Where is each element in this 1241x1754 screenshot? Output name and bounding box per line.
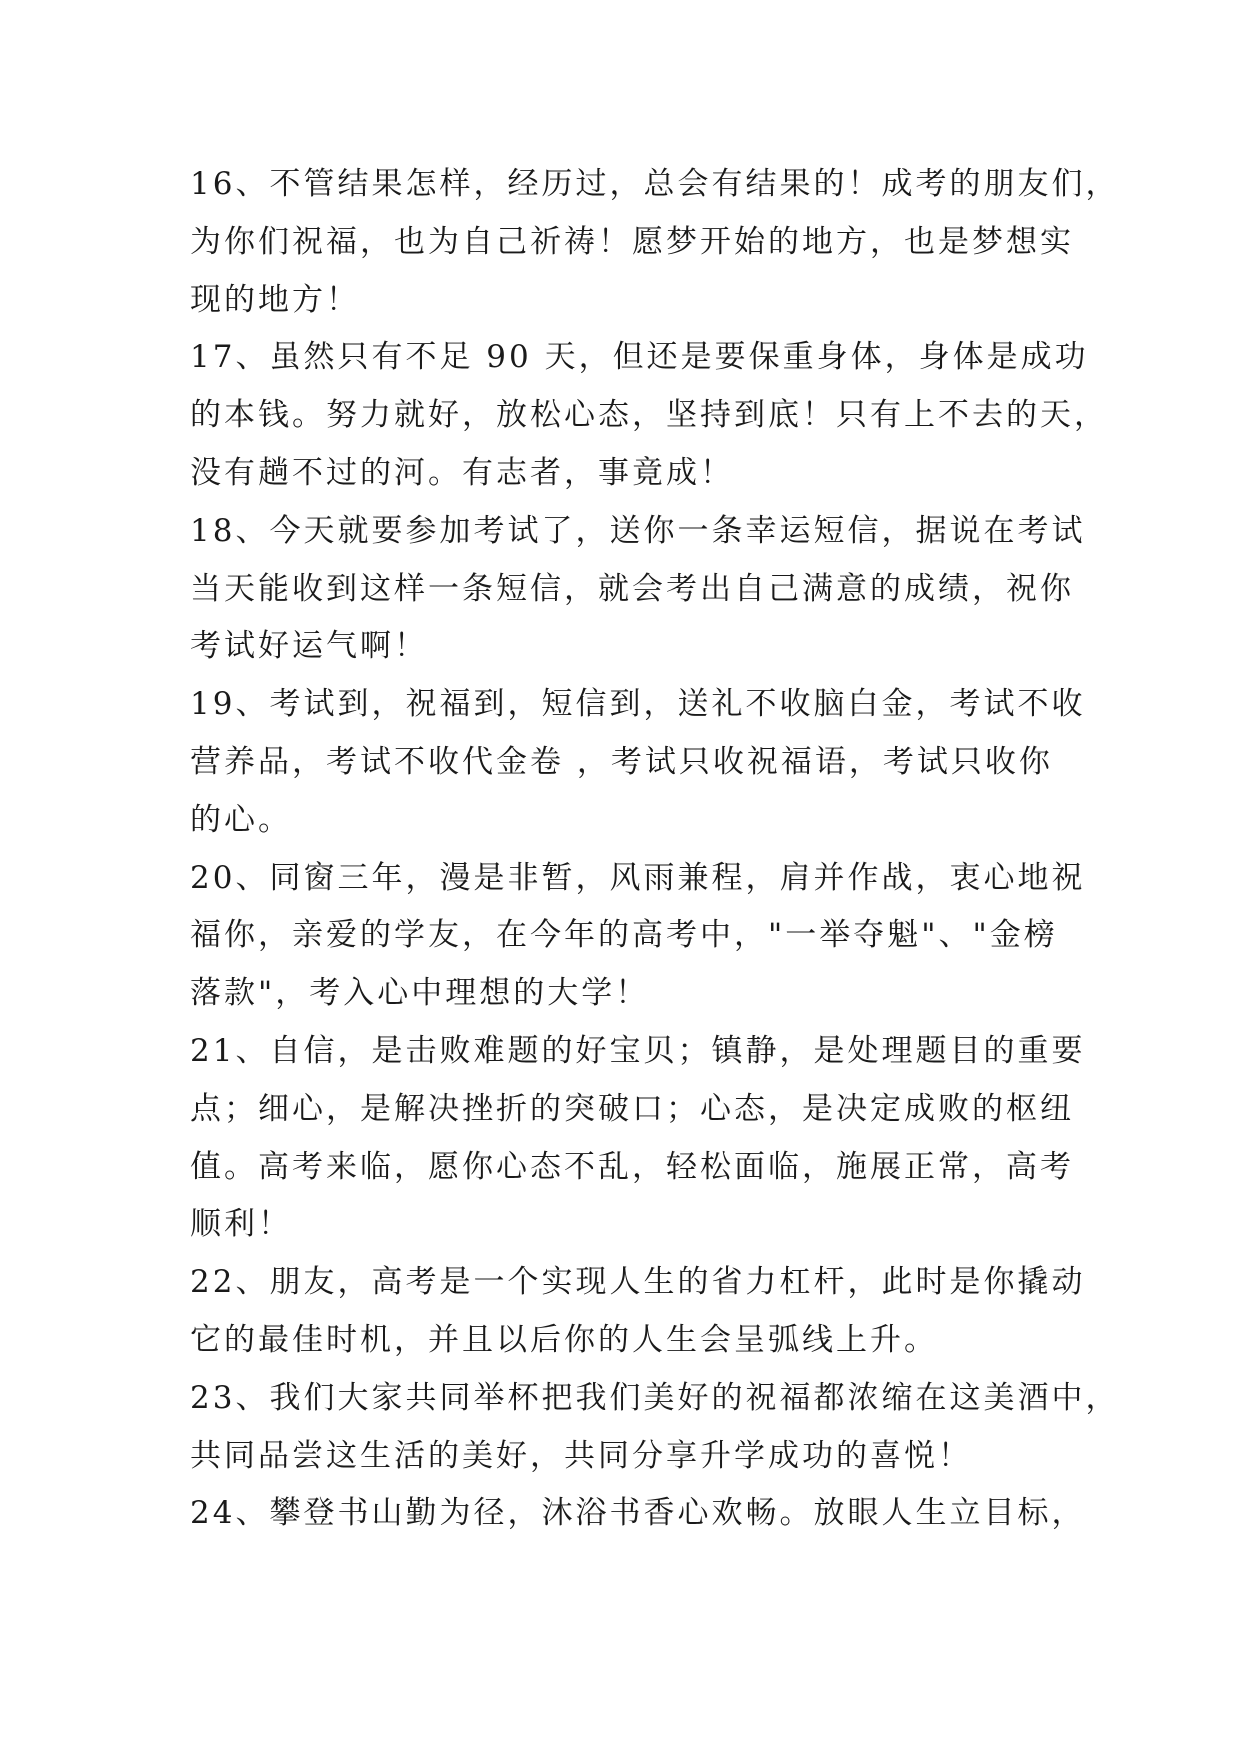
text-line: 22、朋友，高考是一个实现人生的省力杠杆，此时是你撬动 xyxy=(190,1264,1086,1301)
text-line: 共同品尝这生活的美好，共同分享升学成功的喜悦！ xyxy=(190,1437,972,1474)
text-line: 它的最佳时机，并且以后你的人生会呈弧线上升。 xyxy=(190,1321,938,1358)
text-line: 19、考试到，祝福到，短信到，送礼不收脑白金，考试不收 xyxy=(190,686,1086,723)
text-line: 的心。 xyxy=(190,801,292,838)
text-line: 的本钱。努力就好，放松心态，坚持到底！只有上不去的天， xyxy=(190,397,1108,434)
text-line: 没有趟不过的河。有志者，事竟成！ xyxy=(190,454,734,491)
text-line: 点；细心，是解决挫折的突破口；心态，是决定成败的枢纽 xyxy=(190,1090,1074,1127)
text-line: 20、同窗三年，漫是非暂，风雨兼程，肩并作战，衷心地祝 xyxy=(190,859,1086,896)
text-line: 24、攀登书山勤为径，沐浴书香心欢畅。放眼人生立目标， xyxy=(190,1495,1086,1532)
text-line: 21、自信，是击败难题的好宝贝；镇静，是处理题目的重要 xyxy=(190,1032,1086,1069)
text-line: 顺利！ xyxy=(190,1206,292,1243)
body-text xyxy=(190,156,1120,1543)
text-line: 考试好运气啊！ xyxy=(190,628,428,665)
text-line: 17、虽然只有不足 90 天，但还是要保重身体，身体是成功 xyxy=(190,339,1089,376)
text-line: 值。高考来临，愿你心态不乱，轻松面临，施展正常，高考 xyxy=(190,1148,1074,1185)
text-line: 18、今天就要参加考试了，送你一条幸运短信，据说在考试 xyxy=(190,512,1086,549)
text-line: 营养品，考试不收代金卷 ，考试只收祝福语，考试只收你 xyxy=(190,743,1053,780)
text-line: 落款"，考入心中理想的大学！ xyxy=(190,975,650,1012)
text-line: 福你，亲爱的学友，在今年的高考中，"一举夺魁"、"金榜 xyxy=(190,917,1058,954)
text-line: 现的地方！ xyxy=(190,281,360,318)
text-line: 当天能收到这样一条短信，就会考出自己满意的成绩，祝你 xyxy=(190,570,1074,607)
text-line: 16、不管结果怎样，经历过，总会有结果的！成考的朋友们， xyxy=(190,166,1120,202)
text-line: 23、我们大家共同举杯把我们美好的祝福都浓缩在这美酒中， xyxy=(190,1379,1120,1416)
text-line: 为你们祝福，也为自己祈祷！愿梦开始的地方，也是梦想实 xyxy=(190,223,1074,260)
